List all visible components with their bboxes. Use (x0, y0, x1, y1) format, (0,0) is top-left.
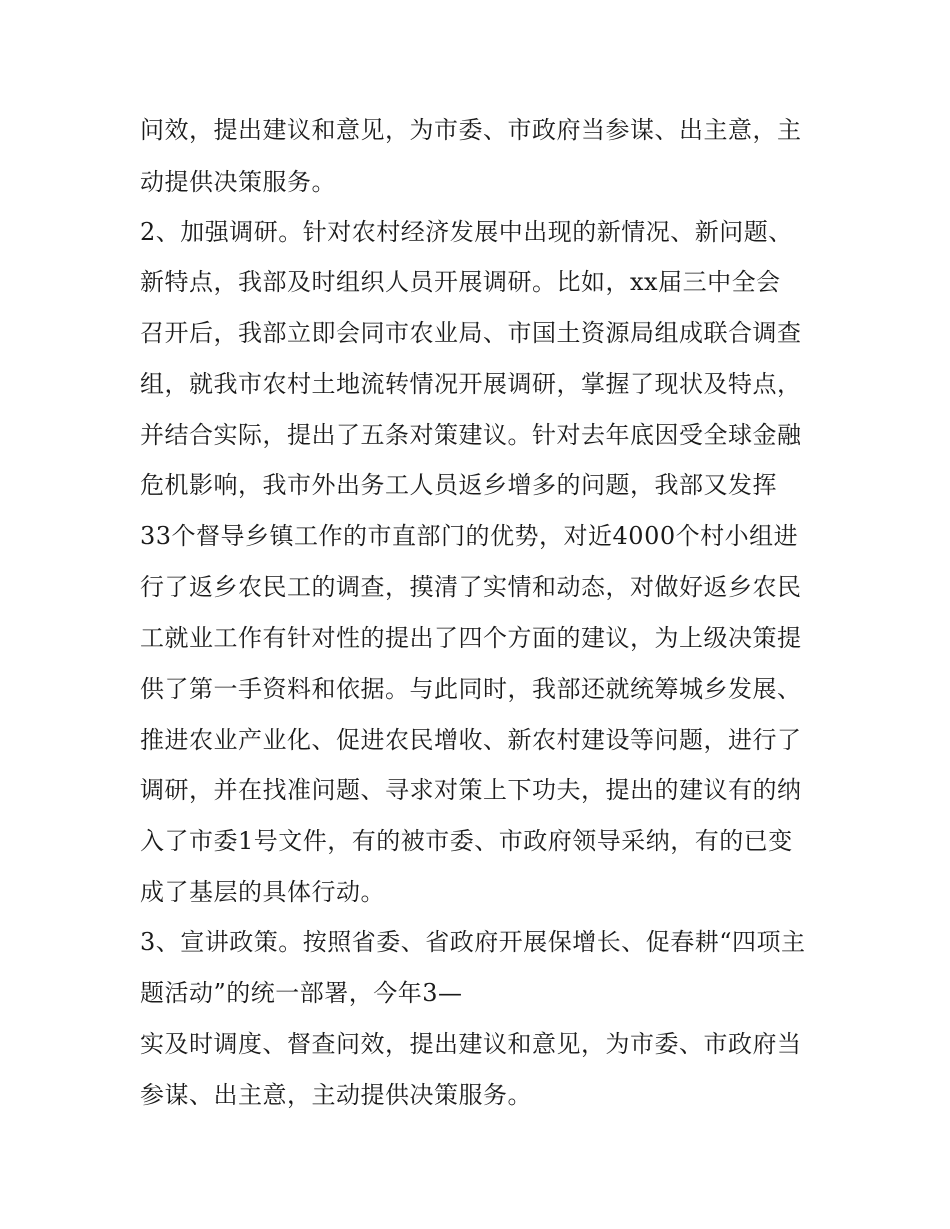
text-line: 供了第一手资料和依据。与此同时，我部还就统筹城乡发展、 (140, 675, 802, 703)
text-line: 工就业工作有针对性的提出了四个方面的建议，为上级决策提 (140, 624, 802, 652)
text-line: 33个督导乡镇工作的市直部门的优势，对近4000个村小组进 (140, 522, 799, 550)
text-line: 组，就我市农村土地流转情况开展调研，掌握了现状及特点， (140, 370, 802, 398)
text-line: 动提供决策服务。 (140, 168, 336, 196)
text-line: 新特点，我部及时组织人员开展调研。比如，xx届三中全会 (140, 268, 781, 296)
text-line: 实及时调度、督查问效，提出建议和意见，为市委、市政府当 (140, 1030, 802, 1058)
text-line: 行了返乡农民工的调查，摸清了实情和动态，对做好返乡农民 (140, 573, 802, 601)
text-line: 参谋、出主意，主动提供决策服务。 (140, 1081, 532, 1109)
text-line: 成了基层的具体行动。 (140, 878, 385, 906)
text-line: 推进农业产业化、促进农民增收、新农村建设等问题，进行了 (140, 726, 802, 754)
text-line: 召开后，我部立即会同市农业局、市国土资源局组成联合调查 (140, 319, 802, 347)
text-line: 入了市委1号文件，有的被市委、市政府领导采纳，有的已变 (140, 827, 793, 855)
text-line: 题活动”的统一部署，今年3— (140, 979, 463, 1007)
text-line: 调研，并在找准问题、寻求对策上下功夫，提出的建议有的纳 (140, 776, 802, 804)
text-line: 并结合实际，提出了五条对策建议。针对去年底因受全球金融 (140, 421, 802, 449)
text-line: 问效，提出建议和意见，为市委、市政府当参谋、出主意，主 (140, 116, 802, 144)
text-line: 2、加强调研。针对农村经济发展中出现的新情况、新问题、 (140, 218, 793, 246)
text-line: 3、宣讲政策。按照省委、省政府开展保增长、促春耕“四项主 (140, 928, 806, 956)
text-line: 危机影响，我市外出务工人员返乡增多的问题，我部又发挥 (140, 471, 777, 499)
